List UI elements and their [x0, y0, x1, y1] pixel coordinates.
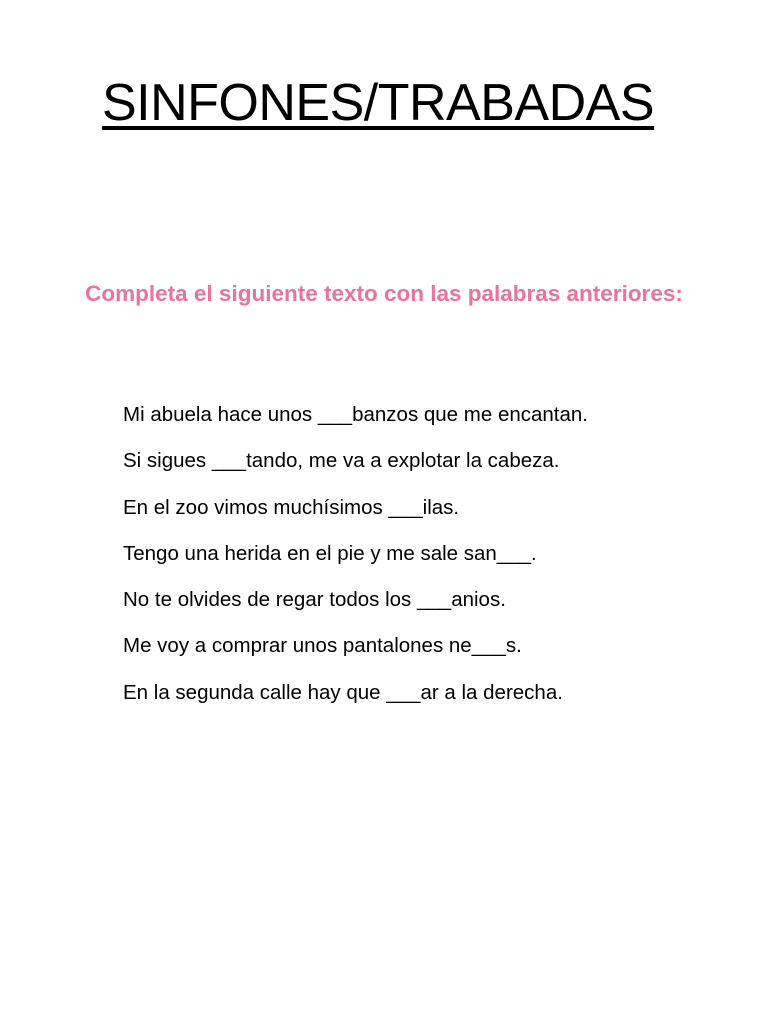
page-title: SINFONES/TRABADAS [101, 74, 655, 132]
sentence-5: No te olvides de regar todos los ___anios. [123, 588, 506, 612]
sentence-3: En el zoo vimos muchísimos ___ilas. [123, 495, 460, 519]
instruction-text: Completa el siguiente texto con las palabras anteriores: [85, 281, 683, 306]
sentence-2: Si sigues ___tando, me va a explotar la cabeza. [123, 449, 560, 473]
sentence-6: Me voy a comprar unos pantalones ne___s. [123, 634, 522, 658]
sentence-4: Tengo una herida en el pie y me sale san___. [123, 541, 537, 565]
sentence-1: Mi abuela hace unos ___banzos que me encantan. [123, 403, 589, 426]
fill-in-sentence-list [123, 398, 743, 722]
sentence-7: En la segunda calle hay que ___ar a la derecha. [123, 680, 563, 704]
